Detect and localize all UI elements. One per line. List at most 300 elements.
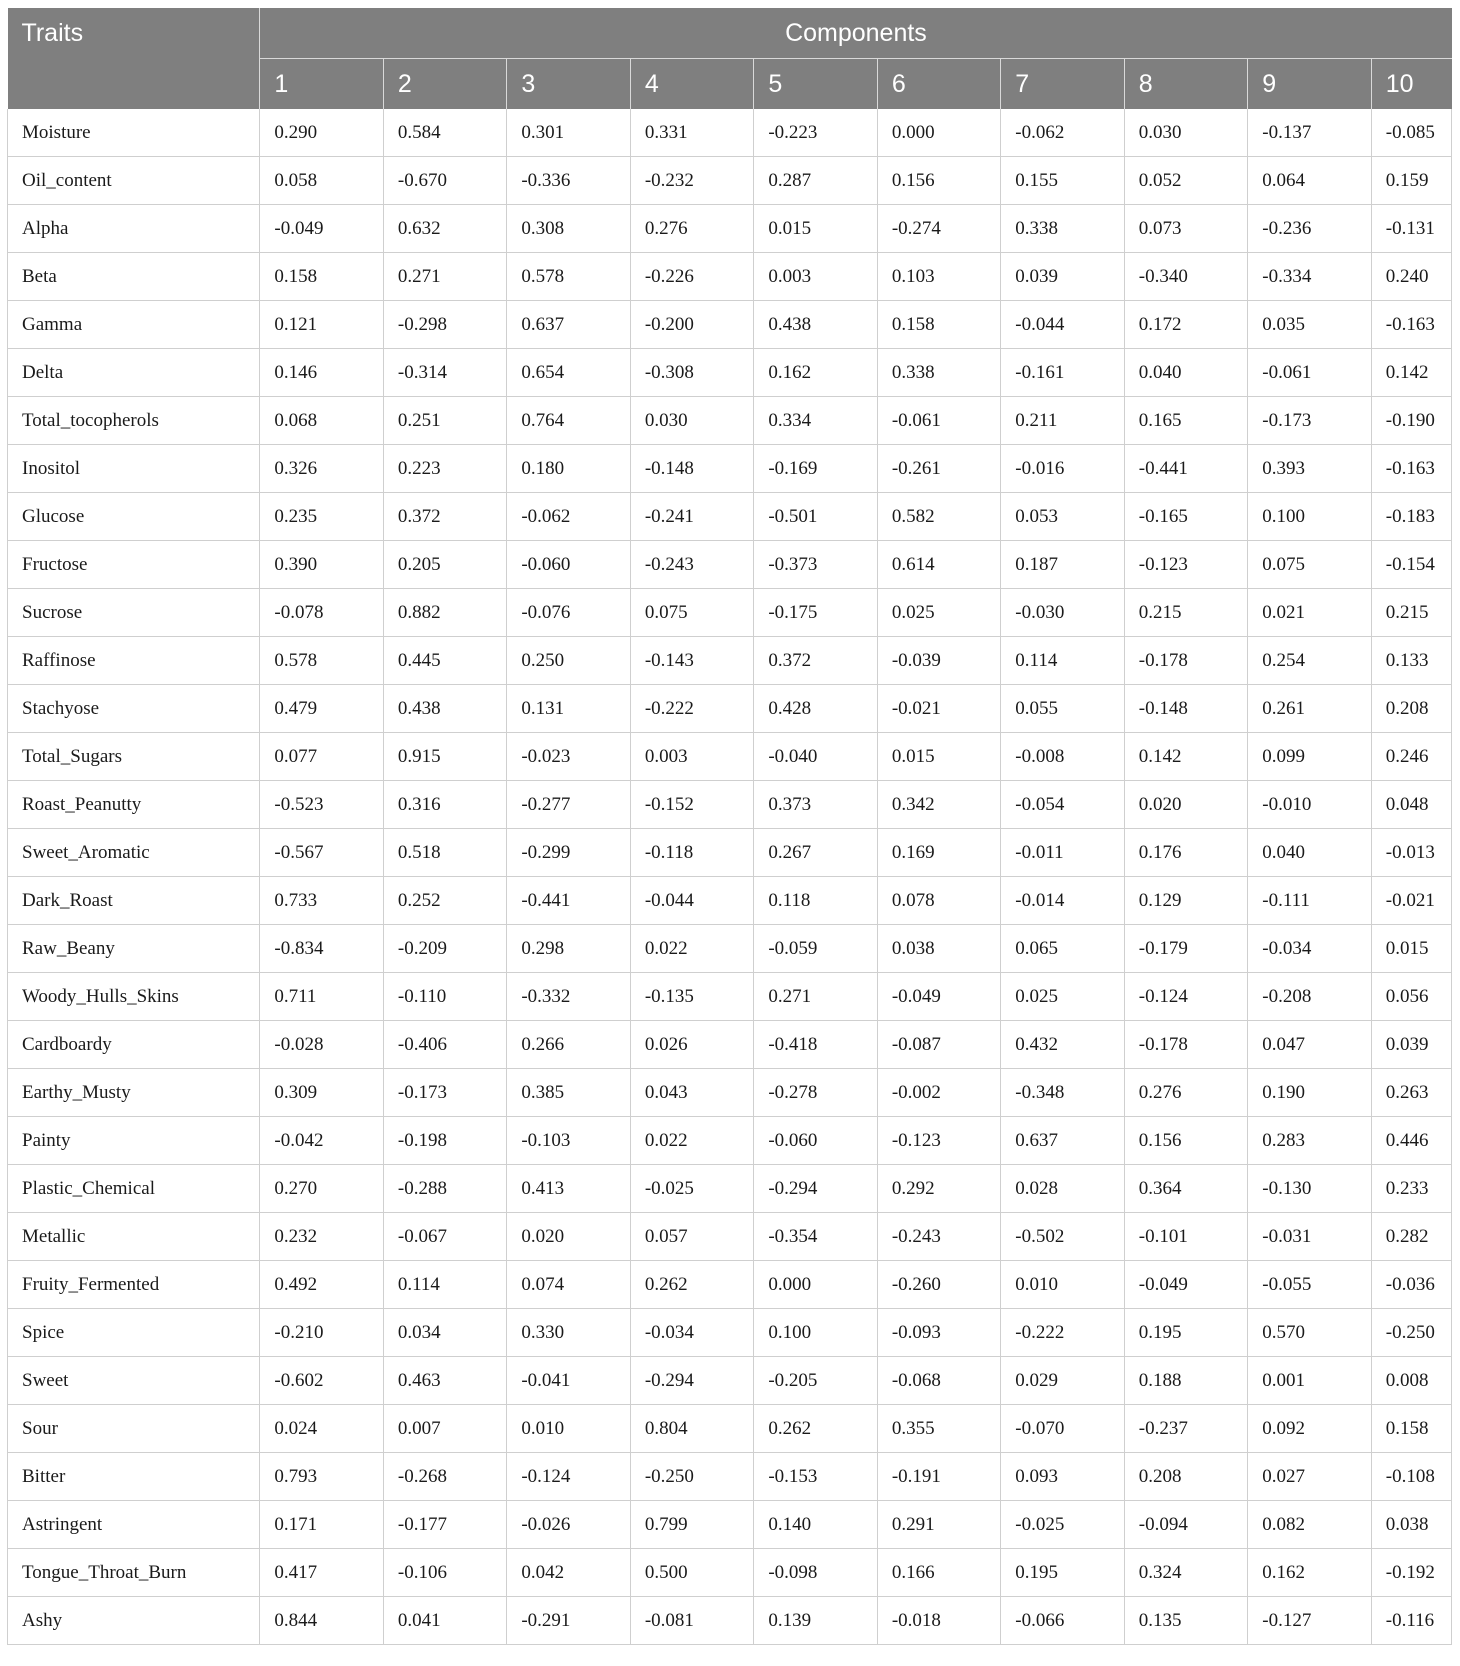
loading-value-cell: 0.078 bbox=[877, 877, 1000, 925]
trait-cell: Delta bbox=[8, 349, 260, 397]
loading-value-cell: 0.028 bbox=[1001, 1165, 1124, 1213]
component-number-header: 9 bbox=[1248, 59, 1371, 110]
trait-cell: Earthy_Musty bbox=[8, 1069, 260, 1117]
loading-value-cell: 0.479 bbox=[260, 685, 383, 733]
loading-value-cell: 0.428 bbox=[754, 685, 877, 733]
table-row bbox=[8, 253, 1452, 301]
loading-value-cell: 0.172 bbox=[1124, 301, 1247, 349]
loading-value-cell: 0.432 bbox=[1001, 1021, 1124, 1069]
loading-value-cell: 0.711 bbox=[260, 973, 383, 1021]
table-row bbox=[8, 397, 1452, 445]
loading-value-cell: 0.165 bbox=[1124, 397, 1247, 445]
loading-value-cell: -0.076 bbox=[507, 589, 630, 637]
loading-value-cell: -0.123 bbox=[1124, 541, 1247, 589]
loading-value-cell: -0.523 bbox=[260, 781, 383, 829]
trait-cell: Fruity_Fermented bbox=[8, 1261, 260, 1309]
loading-value-cell: 0.915 bbox=[383, 733, 506, 781]
loading-value-cell: -0.161 bbox=[1001, 349, 1124, 397]
loading-value-cell: 0.271 bbox=[383, 253, 506, 301]
loading-value-cell: 0.208 bbox=[1124, 1453, 1247, 1501]
loading-value-cell: 0.205 bbox=[383, 541, 506, 589]
loading-value-cell: -0.670 bbox=[383, 157, 506, 205]
loading-value-cell: -0.222 bbox=[1001, 1309, 1124, 1357]
loading-value-cell: 0.159 bbox=[1371, 157, 1451, 205]
loading-value-cell: -0.177 bbox=[383, 1501, 506, 1549]
loading-value-cell: 0.373 bbox=[754, 781, 877, 829]
loading-value-cell: -0.178 bbox=[1124, 1021, 1247, 1069]
loading-value-cell: -0.110 bbox=[383, 973, 506, 1021]
trait-cell: Tongue_Throat_Burn bbox=[8, 1549, 260, 1597]
loading-value-cell: 0.068 bbox=[260, 397, 383, 445]
table-row bbox=[8, 733, 1452, 781]
loading-value-cell: 0.266 bbox=[507, 1021, 630, 1069]
loading-value-cell: -0.123 bbox=[877, 1117, 1000, 1165]
loading-value-cell: -0.236 bbox=[1248, 205, 1371, 253]
loading-value-cell: 0.158 bbox=[260, 253, 383, 301]
loading-value-cell: 0.010 bbox=[507, 1405, 630, 1453]
loading-value-cell: 0.155 bbox=[1001, 157, 1124, 205]
loading-value-cell: 0.262 bbox=[754, 1405, 877, 1453]
table-row bbox=[8, 925, 1452, 973]
table-row bbox=[8, 829, 1452, 877]
loading-value-cell: 0.129 bbox=[1124, 877, 1247, 925]
loading-value-cell: 0.215 bbox=[1371, 589, 1451, 637]
loading-value-cell: 0.142 bbox=[1371, 349, 1451, 397]
loading-value-cell: -0.011 bbox=[1001, 829, 1124, 877]
loading-value-cell: -0.152 bbox=[630, 781, 753, 829]
loading-value-cell: -0.163 bbox=[1371, 301, 1451, 349]
header-row-top bbox=[8, 8, 1452, 59]
loading-value-cell: -0.101 bbox=[1124, 1213, 1247, 1261]
trait-cell: Gamma bbox=[8, 301, 260, 349]
loading-value-cell: 0.188 bbox=[1124, 1357, 1247, 1405]
loading-value-cell: -0.154 bbox=[1371, 541, 1451, 589]
table-row bbox=[8, 877, 1452, 925]
loading-value-cell: 0.010 bbox=[1001, 1261, 1124, 1309]
table-row bbox=[8, 1069, 1452, 1117]
loading-value-cell: -0.198 bbox=[383, 1117, 506, 1165]
loading-value-cell: 0.793 bbox=[260, 1453, 383, 1501]
loading-value-cell: 0.075 bbox=[1248, 541, 1371, 589]
loading-value-cell: 0.240 bbox=[1371, 253, 1451, 301]
loading-value-cell: -0.018 bbox=[877, 1597, 1000, 1645]
loading-value-cell: -0.054 bbox=[1001, 781, 1124, 829]
component-loadings-table bbox=[7, 8, 1452, 1645]
loading-value-cell: 0.099 bbox=[1248, 733, 1371, 781]
loading-value-cell: 0.844 bbox=[260, 1597, 383, 1645]
loading-value-cell: 0.637 bbox=[507, 301, 630, 349]
loading-value-cell: 0.190 bbox=[1248, 1069, 1371, 1117]
loading-value-cell: -0.118 bbox=[630, 829, 753, 877]
loading-value-cell: 0.015 bbox=[754, 205, 877, 253]
loading-value-cell: 0.235 bbox=[260, 493, 383, 541]
loading-value-cell: 0.187 bbox=[1001, 541, 1124, 589]
loading-value-cell: -0.023 bbox=[507, 733, 630, 781]
loading-value-cell: -0.135 bbox=[630, 973, 753, 1021]
loading-value-cell: 0.055 bbox=[1001, 685, 1124, 733]
loading-value-cell: 0.100 bbox=[1248, 493, 1371, 541]
loading-value-cell: 0.007 bbox=[383, 1405, 506, 1453]
loading-value-cell: -0.030 bbox=[1001, 589, 1124, 637]
loading-value-cell: 0.162 bbox=[1248, 1549, 1371, 1597]
component-number-header: 3 bbox=[507, 59, 630, 110]
table-row bbox=[8, 1165, 1452, 1213]
loading-value-cell: -0.028 bbox=[260, 1021, 383, 1069]
loading-value-cell: -0.021 bbox=[1371, 877, 1451, 925]
loading-value-cell: -0.169 bbox=[754, 445, 877, 493]
loading-value-cell: -0.087 bbox=[877, 1021, 1000, 1069]
component-number-header: 7 bbox=[1001, 59, 1124, 110]
loading-value-cell: -0.179 bbox=[1124, 925, 1247, 973]
trait-cell: Glucose bbox=[8, 493, 260, 541]
loading-value-cell: 0.075 bbox=[630, 589, 753, 637]
loading-value-cell: -0.241 bbox=[630, 493, 753, 541]
loading-value-cell: -0.261 bbox=[877, 445, 1000, 493]
loading-value-cell: -0.232 bbox=[630, 157, 753, 205]
loading-value-cell: -0.190 bbox=[1371, 397, 1451, 445]
loading-value-cell: -0.068 bbox=[877, 1357, 1000, 1405]
trait-cell: Sour bbox=[8, 1405, 260, 1453]
loading-value-cell: -0.153 bbox=[754, 1453, 877, 1501]
loading-value-cell: -0.014 bbox=[1001, 877, 1124, 925]
loading-value-cell: -0.016 bbox=[1001, 445, 1124, 493]
loading-value-cell: -0.040 bbox=[754, 733, 877, 781]
loading-value-cell: 0.065 bbox=[1001, 925, 1124, 973]
trait-cell: Dark_Roast bbox=[8, 877, 260, 925]
component-number-header: 8 bbox=[1124, 59, 1247, 110]
loading-value-cell: -0.026 bbox=[507, 1501, 630, 1549]
table-row bbox=[8, 109, 1452, 157]
loading-value-cell: 0.364 bbox=[1124, 1165, 1247, 1213]
table-row bbox=[8, 1261, 1452, 1309]
loading-value-cell: 0.254 bbox=[1248, 637, 1371, 685]
loading-value-cell: -0.094 bbox=[1124, 1501, 1247, 1549]
loading-value-cell: 0.156 bbox=[877, 157, 1000, 205]
loading-value-cell: 0.252 bbox=[383, 877, 506, 925]
loading-value-cell: -0.148 bbox=[1124, 685, 1247, 733]
component-number-header: 1 bbox=[260, 59, 383, 110]
loading-value-cell: 0.438 bbox=[383, 685, 506, 733]
trait-cell: Raffinose bbox=[8, 637, 260, 685]
loading-value-cell: 0.074 bbox=[507, 1261, 630, 1309]
table-row bbox=[8, 1357, 1452, 1405]
loading-value-cell: 0.114 bbox=[1001, 637, 1124, 685]
loading-value-cell: 0.584 bbox=[383, 109, 506, 157]
loading-value-cell: 0.114 bbox=[383, 1261, 506, 1309]
loading-value-cell: 0.133 bbox=[1371, 637, 1451, 685]
loading-value-cell: 0.056 bbox=[1371, 973, 1451, 1021]
loading-value-cell: 0.291 bbox=[877, 1501, 1000, 1549]
loading-value-cell: 0.342 bbox=[877, 781, 1000, 829]
loading-value-cell: 0.261 bbox=[1248, 685, 1371, 733]
table-row bbox=[8, 1501, 1452, 1549]
loading-value-cell: -0.044 bbox=[630, 877, 753, 925]
loading-value-cell: -0.163 bbox=[1371, 445, 1451, 493]
loading-value-cell: 0.372 bbox=[383, 493, 506, 541]
loading-value-cell: 0.003 bbox=[754, 253, 877, 301]
loading-value-cell: -0.127 bbox=[1248, 1597, 1371, 1645]
loading-value-cell: 0.158 bbox=[877, 301, 1000, 349]
loading-value-cell: 0.246 bbox=[1371, 733, 1451, 781]
trait-cell: Stachyose bbox=[8, 685, 260, 733]
loading-value-cell: -0.441 bbox=[507, 877, 630, 925]
loading-value-cell: 0.001 bbox=[1248, 1357, 1371, 1405]
loading-value-cell: -0.062 bbox=[507, 493, 630, 541]
trait-cell: Raw_Beany bbox=[8, 925, 260, 973]
loading-value-cell: 0.211 bbox=[1001, 397, 1124, 445]
loading-value-cell: -0.062 bbox=[1001, 109, 1124, 157]
loadings-table-container bbox=[7, 8, 1452, 1645]
loading-value-cell: 0.166 bbox=[877, 1549, 1000, 1597]
table-row bbox=[8, 1597, 1452, 1645]
loading-value-cell: 0.764 bbox=[507, 397, 630, 445]
loading-value-cell: -0.165 bbox=[1124, 493, 1247, 541]
loading-value-cell: -0.059 bbox=[754, 925, 877, 973]
loading-value-cell: 0.073 bbox=[1124, 205, 1247, 253]
loading-value-cell: 0.267 bbox=[754, 829, 877, 877]
loading-value-cell: 0.578 bbox=[507, 253, 630, 301]
loading-value-cell: 0.578 bbox=[260, 637, 383, 685]
loading-value-cell: 0.034 bbox=[383, 1309, 506, 1357]
trait-cell: Astringent bbox=[8, 1501, 260, 1549]
table-row bbox=[8, 1021, 1452, 1069]
loading-value-cell: -0.243 bbox=[630, 541, 753, 589]
loading-value-cell: 0.385 bbox=[507, 1069, 630, 1117]
loading-value-cell: -0.060 bbox=[754, 1117, 877, 1165]
loading-value-cell: 0.570 bbox=[1248, 1309, 1371, 1357]
loading-value-cell: -0.208 bbox=[1248, 973, 1371, 1021]
loading-value-cell: -0.278 bbox=[754, 1069, 877, 1117]
loading-value-cell: -0.002 bbox=[877, 1069, 1000, 1117]
loading-value-cell: -0.210 bbox=[260, 1309, 383, 1357]
loading-value-cell: -0.130 bbox=[1248, 1165, 1371, 1213]
loading-value-cell: -0.277 bbox=[507, 781, 630, 829]
loading-value-cell: 0.003 bbox=[630, 733, 753, 781]
trait-cell: Cardboardy bbox=[8, 1021, 260, 1069]
loading-value-cell: 0.500 bbox=[630, 1549, 753, 1597]
loading-value-cell: -0.036 bbox=[1371, 1261, 1451, 1309]
loading-value-cell: 0.637 bbox=[1001, 1117, 1124, 1165]
table-row bbox=[8, 1213, 1452, 1261]
loading-value-cell: -0.308 bbox=[630, 349, 753, 397]
loading-value-cell: -0.418 bbox=[754, 1021, 877, 1069]
table-row bbox=[8, 541, 1452, 589]
loading-value-cell: -0.042 bbox=[260, 1117, 383, 1165]
loading-value-cell: -0.223 bbox=[754, 109, 877, 157]
loading-value-cell: -0.041 bbox=[507, 1357, 630, 1405]
loading-value-cell: 0.026 bbox=[630, 1021, 753, 1069]
component-number-header: 4 bbox=[630, 59, 753, 110]
loading-value-cell: 0.043 bbox=[630, 1069, 753, 1117]
loading-value-cell: -0.148 bbox=[630, 445, 753, 493]
table-row bbox=[8, 685, 1452, 733]
trait-cell: Painty bbox=[8, 1117, 260, 1165]
loading-value-cell: -0.031 bbox=[1248, 1213, 1371, 1261]
loading-value-cell: 0.146 bbox=[260, 349, 383, 397]
loading-value-cell: -0.061 bbox=[1248, 349, 1371, 397]
loading-value-cell: -0.049 bbox=[260, 205, 383, 253]
loading-value-cell: -0.243 bbox=[877, 1213, 1000, 1261]
loading-value-cell: 0.413 bbox=[507, 1165, 630, 1213]
loading-value-cell: 0.139 bbox=[754, 1597, 877, 1645]
loading-value-cell: 0.287 bbox=[754, 157, 877, 205]
loading-value-cell: 0.283 bbox=[1248, 1117, 1371, 1165]
loading-value-cell: 0.232 bbox=[260, 1213, 383, 1261]
loading-value-cell: -0.124 bbox=[507, 1453, 630, 1501]
loading-value-cell: 0.024 bbox=[260, 1405, 383, 1453]
loading-value-cell: 0.292 bbox=[877, 1165, 1000, 1213]
loading-value-cell: 0.020 bbox=[507, 1213, 630, 1261]
components-header: Components bbox=[260, 8, 1452, 59]
loading-value-cell: 0.093 bbox=[1001, 1453, 1124, 1501]
table-row bbox=[8, 1549, 1452, 1597]
loading-value-cell: -0.294 bbox=[630, 1357, 753, 1405]
loading-value-cell: 0.022 bbox=[630, 1117, 753, 1165]
loading-value-cell: 0.355 bbox=[877, 1405, 1000, 1453]
loading-value-cell: 0.027 bbox=[1248, 1453, 1371, 1501]
loading-value-cell: 0.301 bbox=[507, 109, 630, 157]
loading-value-cell: -0.131 bbox=[1371, 205, 1451, 253]
trait-cell: Bitter bbox=[8, 1453, 260, 1501]
component-number-header: 5 bbox=[754, 59, 877, 110]
loading-value-cell: 0.058 bbox=[260, 157, 383, 205]
table-row bbox=[8, 301, 1452, 349]
loading-value-cell: 0.000 bbox=[754, 1261, 877, 1309]
loading-value-cell: -0.183 bbox=[1371, 493, 1451, 541]
loading-value-cell: 0.021 bbox=[1248, 589, 1371, 637]
loading-value-cell: -0.106 bbox=[383, 1549, 506, 1597]
loading-value-cell: 0.131 bbox=[507, 685, 630, 733]
loading-value-cell: 0.082 bbox=[1248, 1501, 1371, 1549]
loading-value-cell: 0.518 bbox=[383, 829, 506, 877]
loading-value-cell: -0.078 bbox=[260, 589, 383, 637]
loading-value-cell: -0.260 bbox=[877, 1261, 1000, 1309]
loading-value-cell: 0.309 bbox=[260, 1069, 383, 1117]
loading-value-cell: 0.135 bbox=[1124, 1597, 1247, 1645]
loading-value-cell: -0.137 bbox=[1248, 109, 1371, 157]
loading-value-cell: 0.020 bbox=[1124, 781, 1247, 829]
loading-value-cell: -0.070 bbox=[1001, 1405, 1124, 1453]
loading-value-cell: -0.067 bbox=[383, 1213, 506, 1261]
loading-value-cell: 0.040 bbox=[1124, 349, 1247, 397]
loading-value-cell: -0.034 bbox=[1248, 925, 1371, 973]
loading-value-cell: 0.438 bbox=[754, 301, 877, 349]
loading-value-cell: 0.654 bbox=[507, 349, 630, 397]
loading-value-cell: 0.492 bbox=[260, 1261, 383, 1309]
loading-value-cell: 0.290 bbox=[260, 109, 383, 157]
loading-value-cell: 0.025 bbox=[1001, 973, 1124, 1021]
loading-value-cell: -0.373 bbox=[754, 541, 877, 589]
loading-value-cell: -0.098 bbox=[754, 1549, 877, 1597]
loading-value-cell: 0.041 bbox=[383, 1597, 506, 1645]
loading-value-cell: 0.463 bbox=[383, 1357, 506, 1405]
loading-value-cell: -0.567 bbox=[260, 829, 383, 877]
loading-value-cell: -0.334 bbox=[1248, 253, 1371, 301]
table-row bbox=[8, 1453, 1452, 1501]
loading-value-cell: -0.332 bbox=[507, 973, 630, 1021]
loading-value-cell: 0.215 bbox=[1124, 589, 1247, 637]
loading-value-cell: -0.268 bbox=[383, 1453, 506, 1501]
loading-value-cell: 0.156 bbox=[1124, 1117, 1247, 1165]
loading-value-cell: -0.501 bbox=[754, 493, 877, 541]
loading-value-cell: -0.298 bbox=[383, 301, 506, 349]
loading-value-cell: -0.502 bbox=[1001, 1213, 1124, 1261]
trait-cell: Ashy bbox=[8, 1597, 260, 1645]
loading-value-cell: -0.834 bbox=[260, 925, 383, 973]
loading-value-cell: -0.060 bbox=[507, 541, 630, 589]
loading-value-cell: 0.142 bbox=[1124, 733, 1247, 781]
loading-value-cell: 0.052 bbox=[1124, 157, 1247, 205]
loading-value-cell: -0.111 bbox=[1248, 877, 1371, 925]
loading-value-cell: -0.021 bbox=[877, 685, 1000, 733]
loading-value-cell: 0.092 bbox=[1248, 1405, 1371, 1453]
loading-value-cell: 0.040 bbox=[1248, 829, 1371, 877]
loading-value-cell: -0.066 bbox=[1001, 1597, 1124, 1645]
component-number-header: 10 bbox=[1371, 59, 1451, 110]
table-row bbox=[8, 1309, 1452, 1357]
trait-cell: Oil_content bbox=[8, 157, 260, 205]
loading-value-cell: 0.035 bbox=[1248, 301, 1371, 349]
loading-value-cell: 0.282 bbox=[1371, 1213, 1451, 1261]
trait-cell: Fructose bbox=[8, 541, 260, 589]
loading-value-cell: 0.180 bbox=[507, 445, 630, 493]
table-row bbox=[8, 973, 1452, 1021]
loading-value-cell: 0.298 bbox=[507, 925, 630, 973]
loading-value-cell: -0.103 bbox=[507, 1117, 630, 1165]
loading-value-cell: -0.039 bbox=[877, 637, 1000, 685]
loading-value-cell: 0.039 bbox=[1371, 1021, 1451, 1069]
loading-value-cell: -0.406 bbox=[383, 1021, 506, 1069]
loading-value-cell: 0.047 bbox=[1248, 1021, 1371, 1069]
loading-value-cell: -0.049 bbox=[1124, 1261, 1247, 1309]
loading-value-cell: -0.237 bbox=[1124, 1405, 1247, 1453]
loading-value-cell: 0.008 bbox=[1371, 1357, 1451, 1405]
loading-value-cell: -0.124 bbox=[1124, 973, 1247, 1021]
table-row bbox=[8, 1117, 1452, 1165]
loading-value-cell: -0.348 bbox=[1001, 1069, 1124, 1117]
loading-value-cell: -0.116 bbox=[1371, 1597, 1451, 1645]
loading-value-cell: 0.445 bbox=[383, 637, 506, 685]
loading-value-cell: -0.013 bbox=[1371, 829, 1451, 877]
loading-value-cell: 0.000 bbox=[877, 109, 1000, 157]
loading-value-cell: -0.192 bbox=[1371, 1549, 1451, 1597]
loading-value-cell: 0.162 bbox=[754, 349, 877, 397]
loading-value-cell: -0.314 bbox=[383, 349, 506, 397]
loading-value-cell: 0.338 bbox=[1001, 205, 1124, 253]
loading-value-cell: -0.340 bbox=[1124, 253, 1247, 301]
loading-value-cell: 0.158 bbox=[1371, 1405, 1451, 1453]
loading-value-cell: -0.274 bbox=[877, 205, 1000, 253]
loading-value-cell: 0.614 bbox=[877, 541, 1000, 589]
loading-value-cell: 0.121 bbox=[260, 301, 383, 349]
loading-value-cell: 0.393 bbox=[1248, 445, 1371, 493]
loading-value-cell: 0.103 bbox=[877, 253, 1000, 301]
loading-value-cell: 0.799 bbox=[630, 1501, 753, 1549]
trait-cell: Sweet bbox=[8, 1357, 260, 1405]
loading-value-cell: -0.299 bbox=[507, 829, 630, 877]
loading-value-cell: -0.025 bbox=[630, 1165, 753, 1213]
loading-value-cell: 0.064 bbox=[1248, 157, 1371, 205]
loading-value-cell: 0.276 bbox=[1124, 1069, 1247, 1117]
loading-value-cell: 0.077 bbox=[260, 733, 383, 781]
loading-value-cell: 0.316 bbox=[383, 781, 506, 829]
loading-value-cell: 0.030 bbox=[1124, 109, 1247, 157]
loading-value-cell: -0.085 bbox=[1371, 109, 1451, 157]
loading-value-cell: 0.417 bbox=[260, 1549, 383, 1597]
loading-value-cell: 0.882 bbox=[383, 589, 506, 637]
loading-value-cell: 0.390 bbox=[260, 541, 383, 589]
loading-value-cell: 0.334 bbox=[754, 397, 877, 445]
